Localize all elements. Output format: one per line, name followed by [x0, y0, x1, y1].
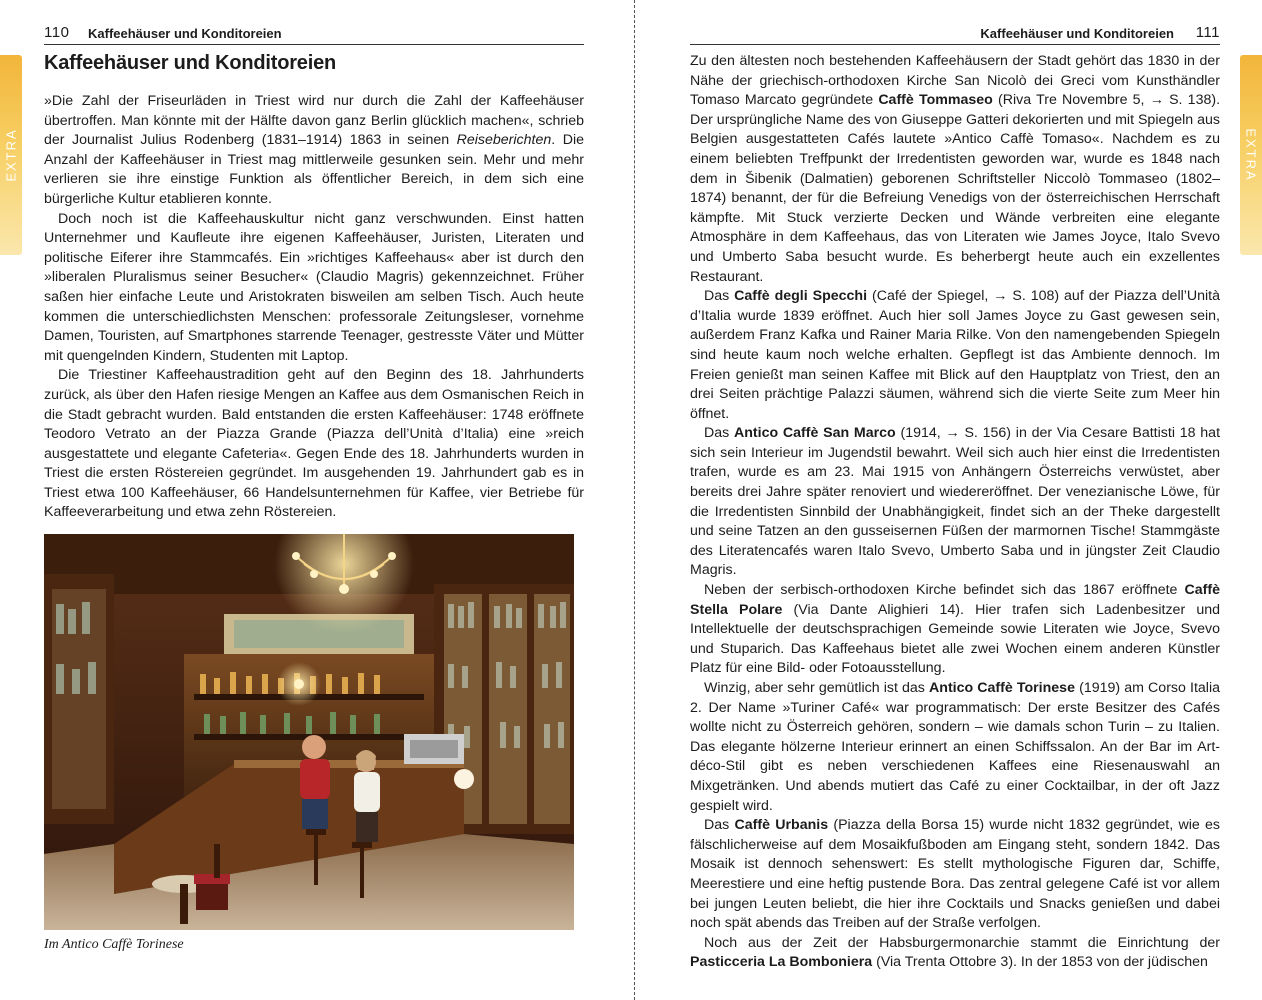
paragraph-text: Das	[704, 288, 735, 305]
paragraph-text: Winzig, aber sehr gemütlich ist das	[704, 680, 930, 696]
emphasis-text: Reiseberichten	[456, 132, 552, 149]
body-paragraph	[690, 934, 1220, 973]
running-head-title: Kaffeehäuser und Konditoreien	[980, 26, 1174, 41]
paragraph-text: (Via Dante Alighieri 14). Hier trafen sich Ladenbesitzer und Intellektuelle der deutschsprachigen Gemeinde sowie Literaten wie Joyce, Svevo und Stuparich. Das Kaffeehaus bietet alle zwei Wochen einem anderen Künstler Platz für eine Bild- oder Fotoausstellung.	[690, 601, 1220, 677]
right-page	[690, 0, 1220, 1000]
left-page	[44, 0, 584, 1000]
running-head-right	[690, 22, 1220, 45]
body-paragraph	[690, 52, 1220, 287]
body-paragraph	[690, 287, 1220, 424]
page-number: 110	[44, 24, 70, 41]
paragraph-text: (Café der Spiegel, → S. 108) auf der Piazza dell’Unità d’Italia wurde 1839 eröffnet. Auch hier soll James Joyce zu Gast gewesen sein, außerdem Franz Kafka und Rainer Maria Rilke. Von den namengebenden Spiegeln sind heute kaum noch welche erhalten. Gepflegt ist das Ambiente dennoch. Im Freien genießt man seinen Kaffee mit Blick auf den Hauptplatz von Triest, den an drei Seiten prächtige Palazzi säumen, während sich die vierte Seite zum Meer hin öffnet.	[690, 288, 1221, 422]
extra-side-tab-left	[0, 55, 22, 255]
paragraph-text: Doch noch ist die Kaffeehauskultur nicht ganz verschwunden. Einst hatten Unternehmer und Kaufleute ihre eigenen Kaffeehäuser, Juristen, Literaten und politische Eiferer ihre Stammcafés. Ein »richtiges Kaffeehaus« aber ist durch den »liberalen Pluralismus seiner Besucher« (Claudio Magris) gekennzeichnet. Früher saßen hier einfache Leute und Aristokraten bisweilen am selben Tisch. Auch heute kommen die unterschiedlichsten Menschen: professorale Zeitungsleser, vornehme Damen, Touristen, auf Smartphones starrende Teenager, gestresste Väter und Mütter mit quengelnden Kindern, Studenten mit Laptop.	[44, 210, 584, 364]
body-paragraph	[690, 581, 1220, 679]
paragraph-text: (Via Trenta Ottobre 3). In der 1853 von der jüdischen	[872, 954, 1208, 971]
photo-caption: Im Antico Caffè Torinese	[44, 937, 184, 952]
cafe-name: Caffè Tommaseo	[878, 92, 993, 109]
extra-tab-label: EXTRA	[3, 128, 19, 182]
paragraph-text: (1914, → S. 156) in der Via Cesare Battisti 18 hat sich sein Interieur im Jugendstil bewahrt. Weil sich auch hier einst die Irredentisten trafen, wurde es am 23. Mai 1915 von Anhängern Österreichs verwüstet, aber bereits drei Jahre später renoviert und wiedereröffnet. Der venezianische Löwe, für die Irredentisten Sinnbild der Unabhängigkeit, findet sich an der Theke dargestellt und seine Tatzen an den gusseisernen Füßen der marmornen Tische! Stammgäste des Literatencafés waren Italo Svevo, Umberto Saba und in jüngster Zeit Claudio Magris.	[690, 425, 1221, 579]
paragraph-text: (1919) am Corso Italia 2. Der Name »Turiner Café« war programmatisch: Der erste Besitzer des Cafés wollte nicht zu Österreich gehören, sondern – wie damals schon Turin – zu Italien. Das elegante hölzerne Interieur erinnert an einen Schiffssalon. An der Bar im Art-déco-Stil gibt es neben verschiedenen Kaffees eine Riesenauswahl an Mixgetränken. Und abends mutiert das Café zu einer Cocktailbar, in der oft Jazz gespielt wird.	[690, 680, 1220, 814]
paragraph-text: Neben der serbisch-orthodoxen Kirche befindet sich das 1867 eröffnete	[704, 582, 1185, 599]
body-paragraph	[690, 679, 1220, 816]
paragraph-text: . Die Anzahl der Kaffeehäuser in Triest mag mittlerweile gesunken sein. Mehr und mehr verlieren sie ihre einstige Funktion als öffentlicher Bereich, in dem sich eine bürgerliche Kultur etablieren konnte.	[44, 132, 585, 207]
extra-tab-label: EXTRA	[1243, 128, 1259, 182]
chapter-title: Kaffeehäuser und Konditoreien	[44, 52, 337, 74]
cafe-name: Pasticceria La Bomboniera	[690, 954, 873, 971]
cafe-interior-illustration	[44, 534, 574, 930]
running-head-title: Kaffeehäuser und Konditoreien	[88, 26, 282, 41]
body-paragraph	[44, 366, 584, 523]
paragraph-text: Zu den ältesten noch bestehenden Kaffeehäusern der Stadt gehört das 1830 in der Nähe der griechisch-orthodoxen Kirche San Nicolò dei Greci vom Kunsthändler Tomaso Marcato gegründete	[690, 53, 1220, 109]
paragraph-text: Noch aus der Zeit der Habsburgermonarchie stammt die Einrichtung der	[704, 934, 1220, 951]
body-paragraph	[690, 424, 1220, 581]
paragraph-text: Die Triestiner Kaffeehaustradition geht auf den Beginn des 18. Jahrhunderts zurück, als über den Hafen riesige Mengen an Kaffee aus dem Osmanischen Reich in die Stadt gebracht wurden. Bald entstanden die ersten Kaffeehäuser: 1748 eröffnete Teodoro Vetrato an der Piazza Grande (Piazza dell’Unità d’Italia) eine »reich ausgestattete und elegante Cafeteria«. Gegen Ende des 18. Jahrhunderts wurden in Triest die ersten Röstereien gegründet. Im ausgehenden 19. Jahrhundert gab es in Triest etwa 100 Kaffeehäuser, 66 Handelsunternehmen für Kaffee, vier Betriebe für Kaffeeverarbeitung und etwa zehn Röstereien.	[44, 367, 584, 521]
left-body-text	[44, 92, 584, 523]
cafe-name: Antico Caffè San Marco	[734, 425, 896, 442]
body-paragraph	[690, 816, 1220, 934]
cafe-name: Caffè degli Specchi	[734, 288, 868, 305]
page-spine-divider	[634, 0, 635, 1000]
right-body-text	[690, 52, 1220, 973]
body-paragraph	[44, 92, 584, 210]
paragraph-text: Das	[704, 425, 734, 442]
paragraph-text: »Die Zahl der Friseurläden in Triest wird nur durch die Zahl der Kaffeehäuser übertroffen. Man könnte mit der Hälfte davon ganz Berlin glücklich machen«, schrieb der Journalist Julius Rodenberg (1831–1914) 1863 in seinen	[44, 93, 584, 149]
page-number: 111	[1195, 24, 1220, 41]
paragraph-text: (Piazza della Borsa 15) wurde nicht 1832 gegründet, wie es fälschlicherweise auf dem Mosaikfußboden am Eingang steht, sondern 1842. Das Mosaik ist dennoch sehenswert: Es stellt mythologische Figuren dar, Schiffe, Meerestiere und eine heftig pustende Bora. Das zentral gelegene Café ist vor allem bei jungen Leuten beliebt, die hier ihre Cocktails und Snacks genießen und dabei noch spät abends das Treiben auf der Straße verfolgen.	[690, 817, 1220, 932]
cafe-name: Antico Caffè Torinese	[929, 680, 1075, 696]
cafe-name: Caffè Urbanis	[734, 817, 829, 834]
body-paragraph	[44, 210, 584, 367]
cafe-name: Caffè Stella Polare	[690, 582, 1220, 618]
cafe-photo	[44, 534, 574, 930]
paragraph-text: Das	[704, 817, 735, 834]
running-head-left	[44, 22, 584, 45]
paragraph-text: (Riva Tre Novembre 5, → S. 138). Der ursprüngliche Name des von Giuseppe Gatteri dekorierten und mit Spiegeln aus Belgien ausgestatteten Cafés lautete »Antico Caffè Tomaso«. Nachdem es zu einem beliebten Treffpunkt der Irredentisten geworden war, wurde es 1848 nach dem in Šibenik (Dalmatien) geborenen Schriftsteller Niccolò Tommaseo (1802–1874) benannt, der für die Befreiung Venedigs von der österreichischen Herrschaft kämpfte. Mit Stuck verzierte Decken und Wände verbreiten eine elegante Atmosphäre in dem Kaffeehaus, das von Literaten wie James Joyce, Italo Svevo und Umberto Saba besucht wurde. Es beherbergt heute auch ein exzellentes Restaurant.	[690, 92, 1221, 285]
extra-side-tab-right	[1240, 55, 1262, 255]
